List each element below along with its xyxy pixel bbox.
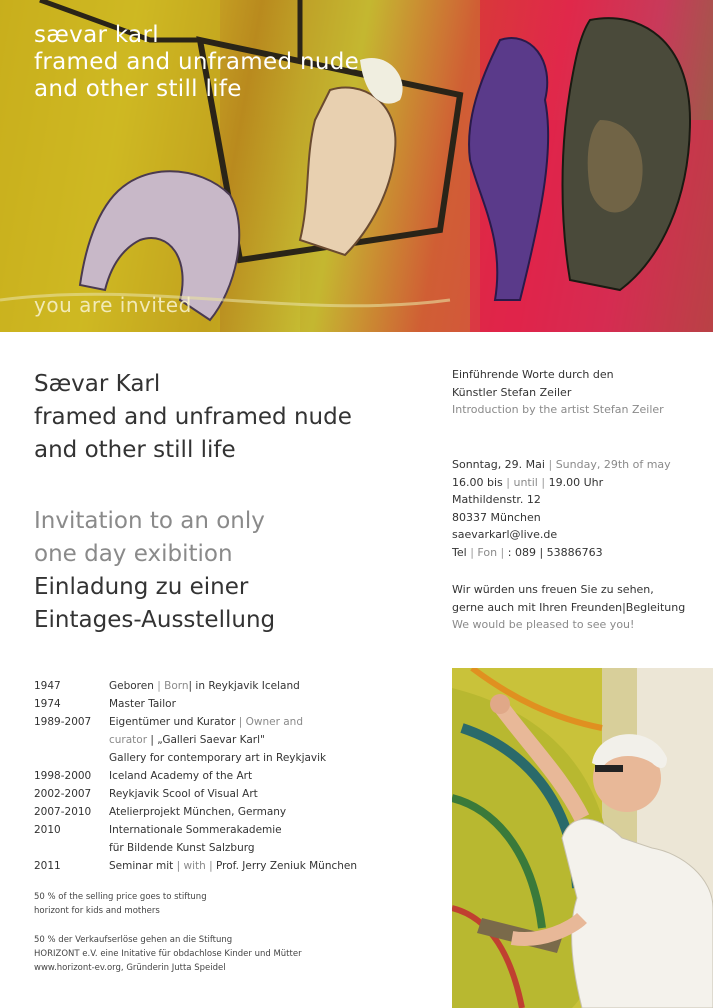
biography-row (34, 767, 409, 785)
biography-year: 2007-2010 (34, 806, 92, 818)
biography-row (34, 749, 409, 767)
separator: | (506, 475, 510, 489)
phone (452, 544, 671, 562)
address-city: 80337 München (452, 510, 541, 524)
separator: | (541, 475, 546, 489)
artist-painting-photo (452, 668, 713, 1008)
biography-row (34, 839, 409, 857)
intro-de-line: Einführende Worte durch den (452, 368, 614, 381)
biography-row (34, 713, 409, 731)
tel-label: Tel (452, 545, 467, 559)
hero-invited-text: you are invited (34, 293, 192, 317)
biography-text-part: Reykjavik Scool of Visual Art (109, 788, 258, 800)
biography-text-part: Master Tailor (109, 698, 176, 710)
biography-text (109, 677, 409, 695)
biography-text (109, 821, 409, 839)
footer-line: www.horizont-ev.org, Gründerin Jutta Speidel (34, 963, 226, 973)
biography-year (34, 839, 109, 857)
welcome-en-line: We would be pleased to see you! (452, 618, 635, 631)
biography-row (34, 677, 409, 695)
biography-year: 1989-2007 (34, 716, 92, 728)
invitation-english (34, 505, 265, 571)
biography-year: 1974 (34, 698, 61, 710)
exhibition-title (34, 368, 352, 467)
artist-photo (452, 668, 713, 1008)
fon-label: Fon (477, 545, 498, 559)
date-german: Sonntag, 29. Mai (452, 458, 545, 471)
biography-text-part: Iceland Academy of the Art (109, 770, 253, 782)
biography-text (109, 767, 409, 785)
biography-year (34, 749, 109, 767)
welcome-de-line: Wir würden uns freuen Sie zu sehen, (452, 583, 654, 596)
introduction-block (452, 366, 664, 419)
biography-year: 1947 (34, 680, 61, 692)
hero-title-line: framed and unframed nude (34, 49, 360, 75)
time-until: until (513, 475, 538, 489)
biography-text (109, 749, 409, 767)
footer-line: HORIZONT e.V. eine Initative für obdachlose Kinder und Mütter (34, 949, 302, 959)
invitation-line: Invitation to an only (34, 508, 265, 534)
hero-title (34, 22, 359, 103)
separator: | (548, 458, 553, 471)
biography-text-part: | Owner and (238, 716, 303, 728)
invitation-line: one day exibition (34, 541, 233, 567)
biography-text (109, 731, 409, 749)
hero-title-line: sævar karl (34, 22, 159, 48)
address-street: Mathildenstr. 12 (452, 493, 541, 506)
biography-row (34, 785, 409, 803)
biography-text (109, 839, 409, 857)
biography-text-part: Atelierprojekt München, Germany (109, 806, 287, 818)
biography-text-part: | „Galleri Saevar Karl" (150, 734, 265, 746)
biography-year: 1998-2000 (34, 770, 92, 782)
footer-line: horizont for kids and mothers (34, 906, 160, 916)
email-link[interactable]: saevarkarl@live.de (452, 528, 558, 541)
biography-text-part: Seminar mit (109, 860, 177, 872)
event-date (452, 456, 671, 474)
footer-line: 50 % der Verkaufserlöse gehen an die Stiftung (34, 935, 233, 945)
title-line: framed and unframed nude (34, 404, 352, 430)
hero-painting (0, 0, 713, 332)
charity-note-english (34, 890, 207, 918)
biography-text-part: curator (109, 734, 151, 746)
biography-row (34, 821, 409, 839)
welcome-note (452, 581, 685, 634)
time-to: 19.00 Uhr (548, 475, 604, 489)
biography-text (109, 695, 409, 713)
separator: | (470, 545, 474, 559)
time-from: 16.00 bis (452, 475, 503, 489)
title-line: Sævar Karl (34, 371, 161, 397)
biography-year: 2002-2007 (34, 788, 92, 800)
biography-row (34, 731, 409, 749)
footer-line: 50 % of the selling price goes to stiftung (34, 892, 207, 902)
biography-text (109, 785, 409, 803)
phone-number: : 089 | 53886763 (507, 545, 603, 559)
biography-row (34, 695, 409, 713)
biography-text-part: | (157, 680, 165, 692)
invitation-line: Eintages-Ausstellung (34, 607, 276, 633)
separator: | (500, 545, 505, 559)
invitation-german (34, 571, 275, 637)
hero-title-line: and other still life (34, 76, 242, 102)
biography-list (34, 677, 409, 875)
biography-text-part: Prof. Jerry Zeniuk München (212, 860, 358, 872)
event-time (452, 474, 671, 492)
biography-text-part: für Bildende Kunst Salzburg (109, 842, 255, 854)
biography-year: 2010 (34, 824, 61, 836)
biography-text (109, 803, 409, 821)
biography-text-part: Gallery for contemporary art in Reykjavik (109, 752, 327, 764)
biography-text-part: Born (164, 680, 189, 692)
biography-text-part: | with | (176, 860, 213, 872)
event-details (452, 456, 671, 561)
invitation-line: Einladung zu einer (34, 574, 249, 600)
title-line: and other still life (34, 437, 236, 463)
biography-text (109, 713, 409, 731)
charity-note-german (34, 933, 302, 975)
biography-row (34, 857, 409, 875)
intro-de-line: Künstler Stefan Zeiler (452, 385, 572, 399)
biography-year: 2011 (34, 860, 61, 872)
biography-text-part: | in Reykjavik Iceland (188, 680, 300, 692)
biography-year (34, 731, 109, 749)
biography-text-part: Geboren (109, 680, 158, 692)
biography-text (109, 857, 409, 875)
date-english: Sunday, 29th of may (555, 458, 671, 471)
welcome-de-line: gerne auch mit Ihren Freunden|Begleitung (452, 600, 686, 614)
biography-row (34, 803, 409, 821)
biography-text-part: Eigentümer und Kurator (109, 716, 239, 728)
intro-en-line: Introduction by the artist Stefan Zeiler (452, 403, 664, 416)
biography-text-part: Internationale Sommerakademie (109, 824, 282, 836)
